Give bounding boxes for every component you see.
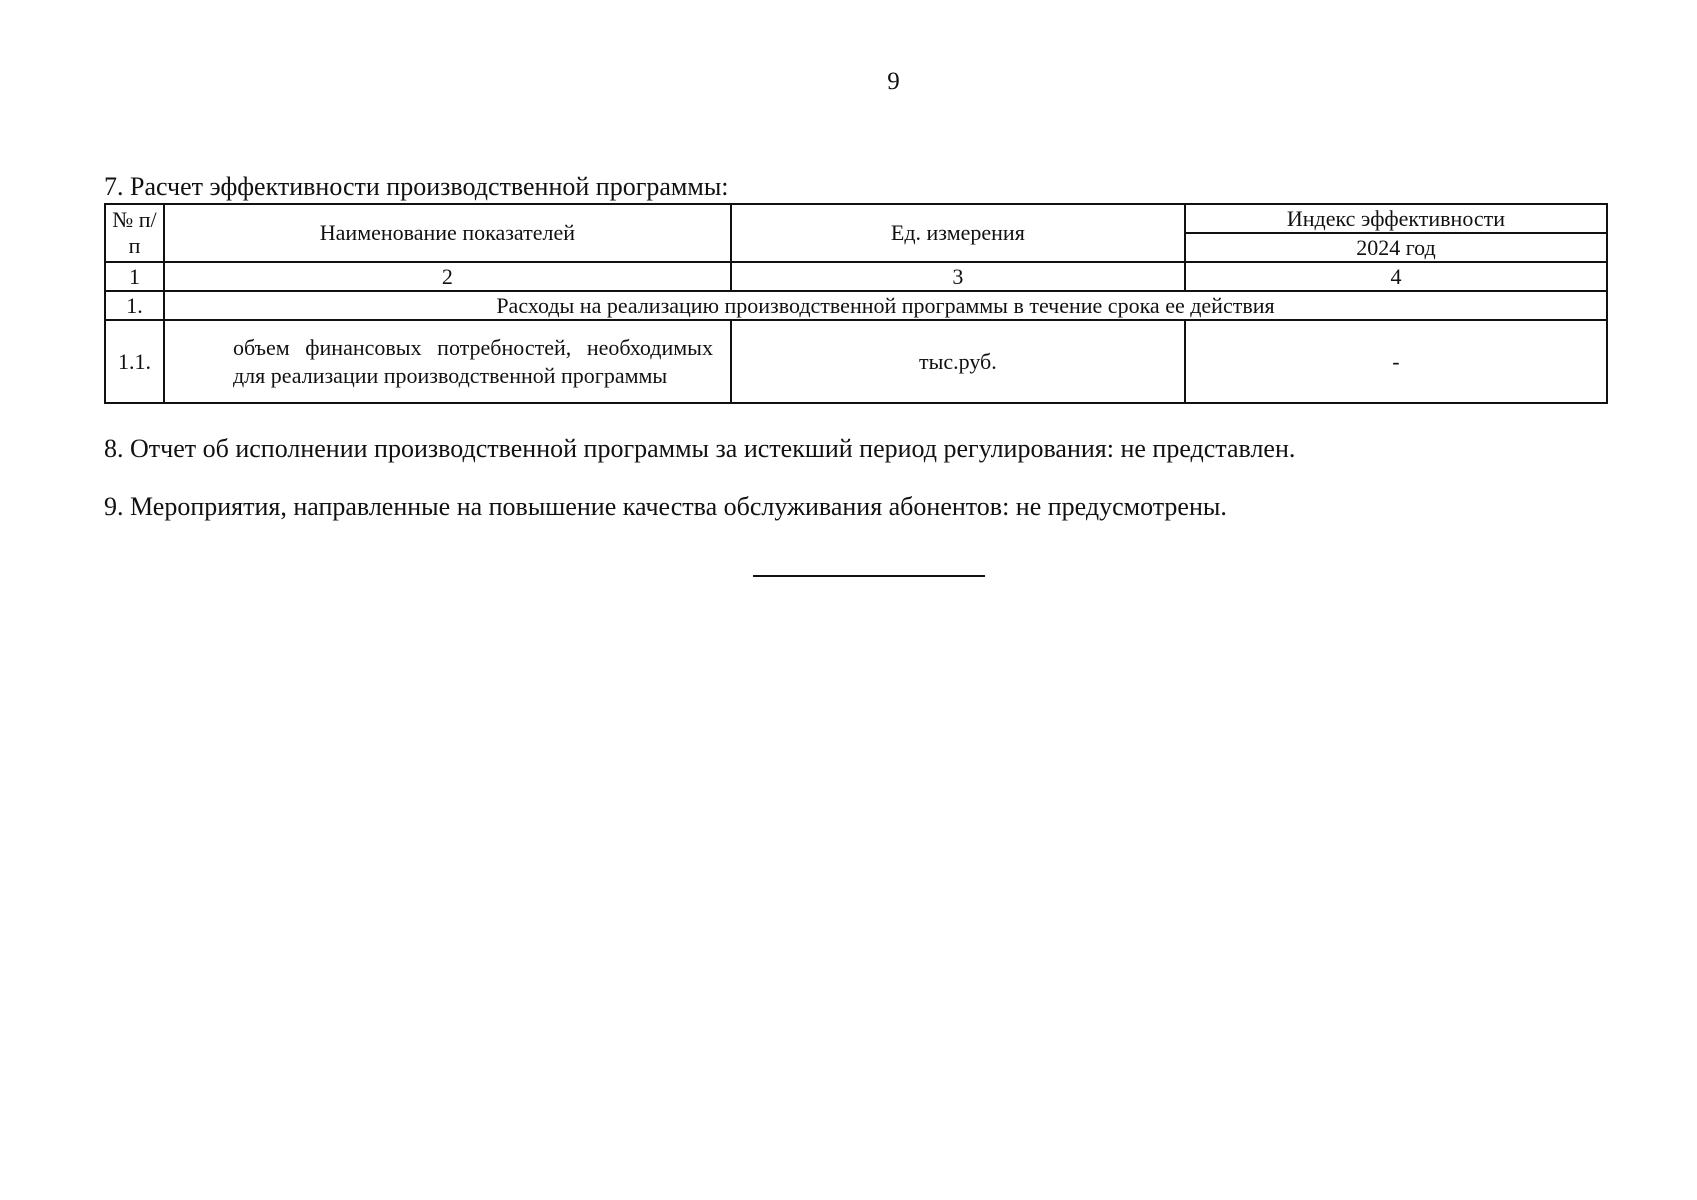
header-num: № п/п xyxy=(105,204,164,262)
item-row-num: 1.1. xyxy=(105,320,164,403)
section-8-text: 8. Отчет об исполнении производственной программы за истекший период регулирования: не представлен. xyxy=(104,434,1296,463)
section-row-num: 1. xyxy=(105,291,164,320)
item-row-unit: тыс.руб. xyxy=(731,320,1185,403)
section-row-label: Расходы на реализацию производственной программы в течение срока ее действия xyxy=(164,291,1607,320)
column-number-4: 4 xyxy=(1185,262,1607,291)
header-index-group: Индекс эффективности xyxy=(1185,204,1607,233)
table-header-row xyxy=(105,204,1607,233)
section-9-text: 9. Мероприятия, направленные на повышение качества обслуживания абонентов: не предусмотрены. xyxy=(104,492,1227,521)
column-number-1: 1 xyxy=(105,262,164,291)
header-name: Наименование показателей xyxy=(164,204,731,262)
header-year: 2024 год xyxy=(1185,233,1607,262)
column-number-2: 2 xyxy=(164,262,731,291)
end-rule-divider xyxy=(753,575,985,577)
page-number: 9 xyxy=(887,68,900,95)
column-numbers-row xyxy=(105,262,1607,291)
column-number-3: 3 xyxy=(731,262,1185,291)
table-section-row xyxy=(105,291,1607,320)
item-row-value: - xyxy=(1185,320,1607,403)
table-row xyxy=(105,320,1607,403)
section-7-title: 7. Расчет эффективности производственной программы: xyxy=(104,172,729,201)
item-row-name-cell xyxy=(164,320,731,403)
item-row-name: объем финансовых потребностей, необходимых для реализации производственной программы xyxy=(232,334,713,388)
efficiency-table xyxy=(104,203,1608,404)
header-unit: Ед. измерения xyxy=(731,204,1185,262)
